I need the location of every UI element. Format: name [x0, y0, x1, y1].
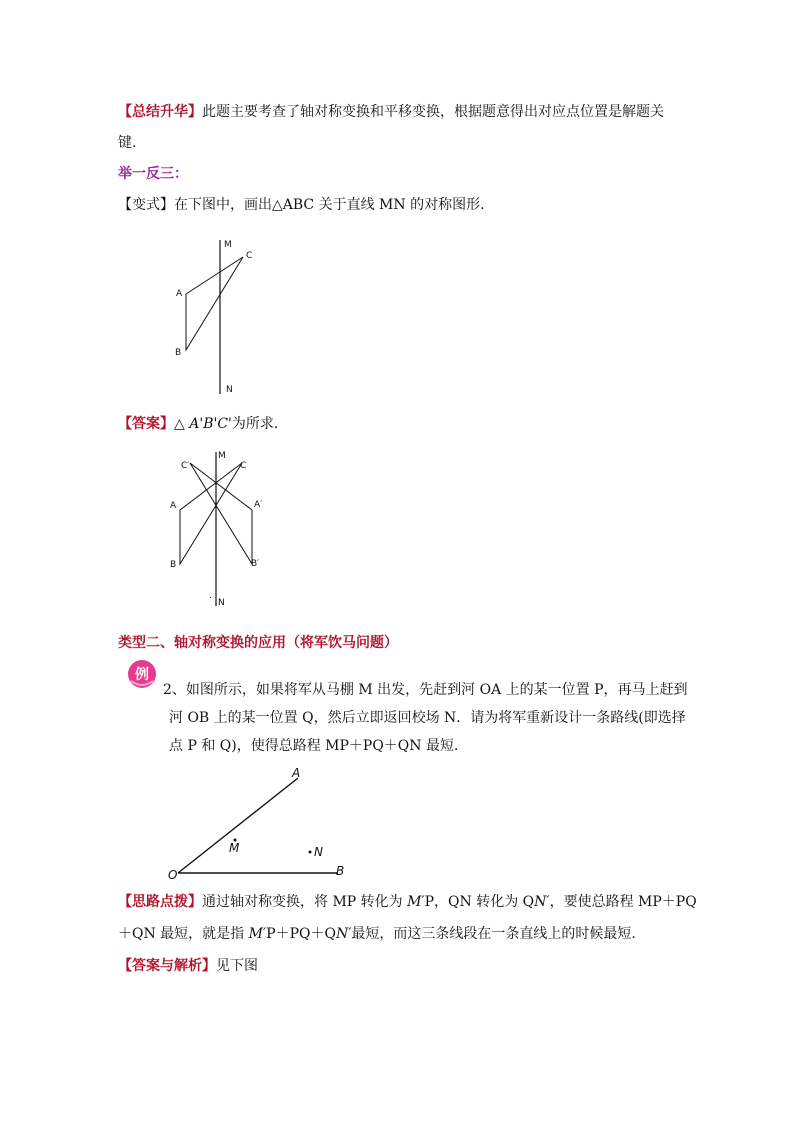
label-m-3: M [229, 841, 240, 855]
figure-general-horse [164, 764, 354, 884]
label-n: N [226, 385, 233, 395]
summary-tag: 【总结升华】 [118, 104, 202, 120]
triangle-abc [186, 257, 243, 350]
variant-tag: 【变式】 [118, 197, 174, 213]
label-b-prime: B′ [251, 559, 260, 569]
label-m-2: M [218, 451, 226, 461]
figure-triangle-mn [160, 232, 280, 397]
label-b-2: B [170, 560, 177, 570]
stray-dot: . [209, 591, 212, 601]
label-a-prime: A′ [254, 500, 263, 510]
answer-tag: 【答案】 [118, 416, 174, 432]
solution-tag: 【答案与解析】 [118, 958, 216, 974]
example-badge [127, 659, 157, 689]
hint-text-1a: 通过轴对称变换，将 MP 转化为 [202, 894, 403, 910]
label-c-2: C [240, 461, 247, 471]
type2-title: 类型二、轴对称变换的应用（将军饮马问题） [118, 635, 398, 651]
label-o: O [168, 868, 178, 882]
ray-oa [178, 778, 298, 873]
summary-text: 此题主要考查了轴对称变换和平移变换，根据题意得出对应点位置是解题关 [202, 104, 664, 120]
example-line-2: 河 OB 上的某一位置 Q，然后立即返回校场 N．请为将军重新设计一条路线(即选择 [169, 710, 686, 726]
hint-qn-prime-2: N′ [335, 926, 352, 942]
hint-mp-prime-2: M′ [248, 926, 267, 942]
label-m: M [224, 240, 232, 250]
example-line-1: 2、如图所示，如果将军从马棚 M 出发，先赶到河 OA 上的某一位置 P，再马上赶到 [163, 682, 688, 698]
label-b: B [175, 348, 182, 358]
label-a-3: A [292, 766, 301, 780]
label-a-2: A [170, 501, 177, 511]
point-n [309, 851, 312, 854]
answer-text: 为所求. [231, 416, 279, 432]
hint-text-1c: ，要使总路程 MP＋PQ [549, 894, 697, 910]
label-c-prime: C′ [181, 461, 190, 471]
hint-mp-prime: M′ [407, 894, 425, 910]
label-c: C [246, 251, 253, 261]
triangle-abc-prime [190, 463, 252, 564]
hint-text-2c: 最短，而这三条线段在一条直线上的时候最短. [351, 926, 636, 942]
label-a: A [176, 289, 183, 299]
answer-triangle: △ [174, 416, 185, 432]
example-badge-label: 例 [135, 667, 149, 683]
summary-line-1 [118, 102, 664, 122]
figure-reflection [160, 448, 280, 610]
example-line-3: 点 P 和 Q)，使得总路程 MP＋PQ＋QN 最短． [169, 738, 468, 754]
label-n-2: N [218, 598, 225, 608]
label-b-3: B [336, 864, 345, 878]
answer-line [118, 414, 278, 434]
hint-text-1b: P，QN 转化为 Q [424, 894, 535, 910]
solution-text: 见下图 [216, 958, 258, 974]
answer-name: A'B'C' [189, 416, 232, 432]
label-n-3: N [314, 845, 323, 859]
summary-line-2: 键. [118, 135, 137, 151]
variant-line [118, 195, 485, 215]
hint-text-2b: P＋PQ＋Q [266, 926, 336, 942]
extension-title: 举一反三： [118, 166, 188, 182]
hint-tag: 【思路点拨】 [118, 894, 202, 910]
variant-text: 在下图中，画出△ABC 关于直线 MN 的对称图形. [174, 197, 485, 213]
hint-qn-prime: N′ [534, 894, 550, 910]
triangle-abc-2 [180, 463, 242, 564]
hint-line-2 [118, 924, 636, 944]
hint-text-2a: ＋QN 最短，就是指 [118, 926, 245, 942]
hint-line-1 [118, 892, 697, 912]
solution-line [118, 956, 258, 976]
